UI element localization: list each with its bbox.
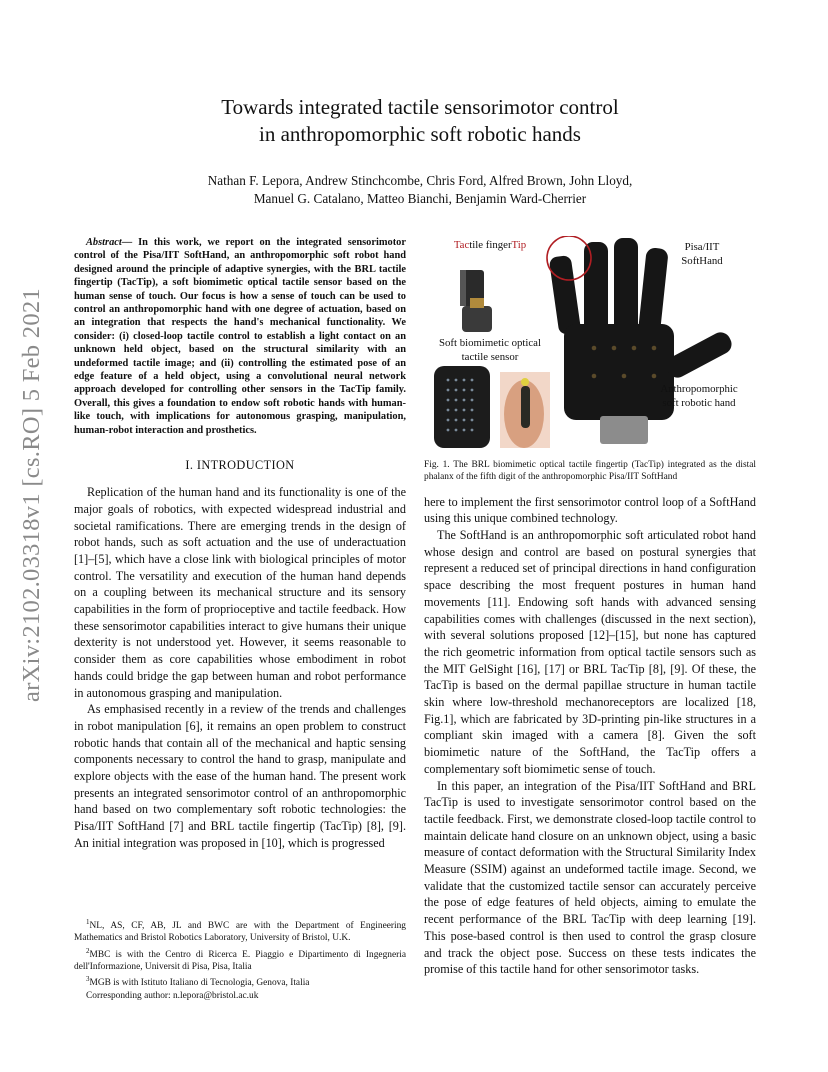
tactile-sensor-pin-array-image [434,366,490,448]
label-pisa: Pisa/IIT [684,241,720,253]
footnotes [74,916,406,1002]
authors-line-2: Manuel G. Catalano, Matteo Bianchi, Benjamin Ward-Cherrier [253,191,587,206]
abstract-lead: Abstract [86,237,122,248]
intro-paragraph-4: The SoftHand is an anthropomorphic soft articulated robot hand whose design and control are based on postural synergies that represent a reduced set of principal directions in hand configuration space describing the most frequent postures in human hand movements [11]. Endowing soft hands with advanced sensing capabilities comes with challenges (discussed in the next section), with several solutions proposed [12]–[15], but none has captured the rich geometric information from optical tactile sensors such as the MIT GelSight [16], [17] or BRL TacTip [8], [9]. Of these, the TacTip is based on the dermal papillae structure in human tactile skin where low-threshold mechanoreceptors are localized [18, Fig.1], which are fabricated by 3D-printing pin-like structures in a compliant skin imaged with a camera [8]. Given the soft biomimetic nature of the SoftHand, the TacTip offers a complementary soft biomimetic sense of touch. [424,528,756,776]
right-column [424,236,756,978]
right-column-body [424,494,756,978]
arxiv-identifier: arXiv:2102.03318v1 [cs.RO] 5 Feb 2021 [18,288,45,702]
label-tile-finger: tile finger [469,239,512,251]
footnote-3-mark: 3 [86,975,90,984]
abstract-text: In this work, we report on the integrated sensorimotor control of the Pisa/IIT SoftHand, an anthropomorphic soft robot hand designed around the principle of adaptive synergies, with the BRL tactile fingertip (TacTip), a soft biomimetic optical tactile sensor based on the human sense of touch. Our focus is how a sense of touch can be used to control an anthropomorphic hand with one degree of actuation, based on an integration that respects the hand's mechanical functionality. We consider: (i) closed-loop tactile control to establish a light contact on an unknown held object, based on the structural similarity with an undeformed tactile image; and (ii) controlling the estimated pose of an edge feature of a held object, using a convolutional neural network approach developed for controlling other sensors in the TacTip family. Overall, this gives a foundation to endow soft robotic hands with human-like touch, with implications for autonomous grasping, manipulation, human-robot interaction and prosthetics. [74,237,406,436]
intro-paragraph-5: In this paper, an integration of the Pisa/IIT SoftHand and BRL TacTip is used to investigate sensorimotor control based on the tactile feedback. First, we demonstrate closed-loop tactile control to maintain delicate hand closure on an unknown object, using a basic measure of contact deformation with the Structural Similarity Index Measure (SSIM) against an undeformed tactile image. Second, we validate that the customized tactile sensor can accurately perceive the pose of edge features of held objects, aiming to emulate the recent performance of the BRL TacTip with deep learning [19]. This pose-based control is then used to control the grasp closure and track the object pose. Success on these tests indicates the promise of this tactile hand for other sensorimotor tasks. [424,778,756,977]
intro-paragraph-1: Replication of the human hand and its functionality is one of the major goals of robotics, with expected widespread industrial and societal ramifications. There are emerging trends in the design of robot hands, such as soft actuation and the use of underactuation [1]–[5], which have a close link with biological principles of motor control. The versatility and execution of the human hand depends on a coupling between its mechanical structure and its sensory capabilities in the form of proprioceptive and tactile feedback. How these sensorimotor capabilities interact to give humans their unique dexterity is not understood yet. However, it seems reasonable to consider them as core capabilities whose embodiment in robot hands could bridge the gap between human and robot performance in autonomous grasping and manipulation. [74,485,406,700]
footnote-1 [74,916,406,945]
label-soft-biomimetic-optical: Soft biomimetic optical [439,337,541,349]
figure-1 [424,236,756,450]
label-soft-robotic-hand: soft robotic hand [662,397,736,409]
corresponding-author: Corresponding author: n.lepora@bristol.ac.uk [86,990,259,1001]
human-fingertip-image [500,372,550,448]
paper-title [100,94,740,148]
title-line-1: Towards integrated tactile sensorimotor control [221,95,619,119]
label-tip: Tip [511,239,527,251]
title-line-2: in anthropomorphic soft robotic hands [259,122,581,146]
tactip-fingertip-image [460,270,492,332]
footnote-2-text: MBC is with the Centro di Ricerca E. Piaggio e Dipartimento di Ingegneria dell'Informazione, Universit di Pisa, Pisa, Italia [74,949,406,973]
figure-1-caption: Fig. 1. The BRL biomimetic optical tactile fingertip (TacTip) integrated as the distal phalanx of the fifth digit of the anthropomorphic Pisa/IIT SoftHand [424,460,756,483]
footnote-2 [74,945,406,974]
authors-line-1: Nathan F. Lepora, Andrew Stinchcombe, Chris Ford, Alfred Brown, John Lloyd, [207,173,633,188]
section-heading-introduction: I. INTRODUCTION [185,458,295,473]
label-softhand: SoftHand [681,255,723,267]
label-soft-biomimetic-sensor [424,336,556,364]
label-tac: Tac [453,239,470,251]
abstract [74,236,406,437]
label-pisa-softhand [674,240,730,268]
author-list [100,172,740,208]
intro-paragraph-3: here to implement the first sensorimotor control loop of a SoftHand using this unique combined technology. [424,494,756,526]
label-tactile-sensor: tactile sensor [461,351,519,363]
abstract-dash: — [121,237,133,248]
arxiv-sidebar [4,280,60,710]
footnote-1-mark: 1 [86,918,90,926]
intro-paragraph-2: As emphasised recently in a review of the trends and challenges in robot manipulation [6], it remains an open problem to construct robotic hands that contain all of the mechanical and haptic sensing components necessary to control the hand to grasp, manipulate and explore objects with the ease of the human hand. The present work presents an integrated sensorimotor control of an anthropomorphic hand based on two complementary soft robotic technologies: the Pisa/IIT SoftHand [7] and BRL tactile fingertip (TacTip) [8], [9]. An initial integration was proposed in [10], which is progressed [74,702,406,850]
footnote-3 [74,973,406,989]
footnote-1-text: NL, AS, CF, AB, JL and BWC are with the Department of Engineering Mathematics and Bristol Robotics Laboratory, University of Bristol, U.K. [74,921,406,944]
label-anthropomorphic-hand [644,382,754,410]
left-column [74,236,406,852]
label-tactile-fingertip [440,238,540,252]
footnote-2-mark: 2 [86,946,90,955]
label-anthropomorphic: Anthropomorphic [660,383,738,395]
footnote-3-text: MGB is with Istituto Italiano di Tecnologia, Genova, Italia [89,978,310,989]
